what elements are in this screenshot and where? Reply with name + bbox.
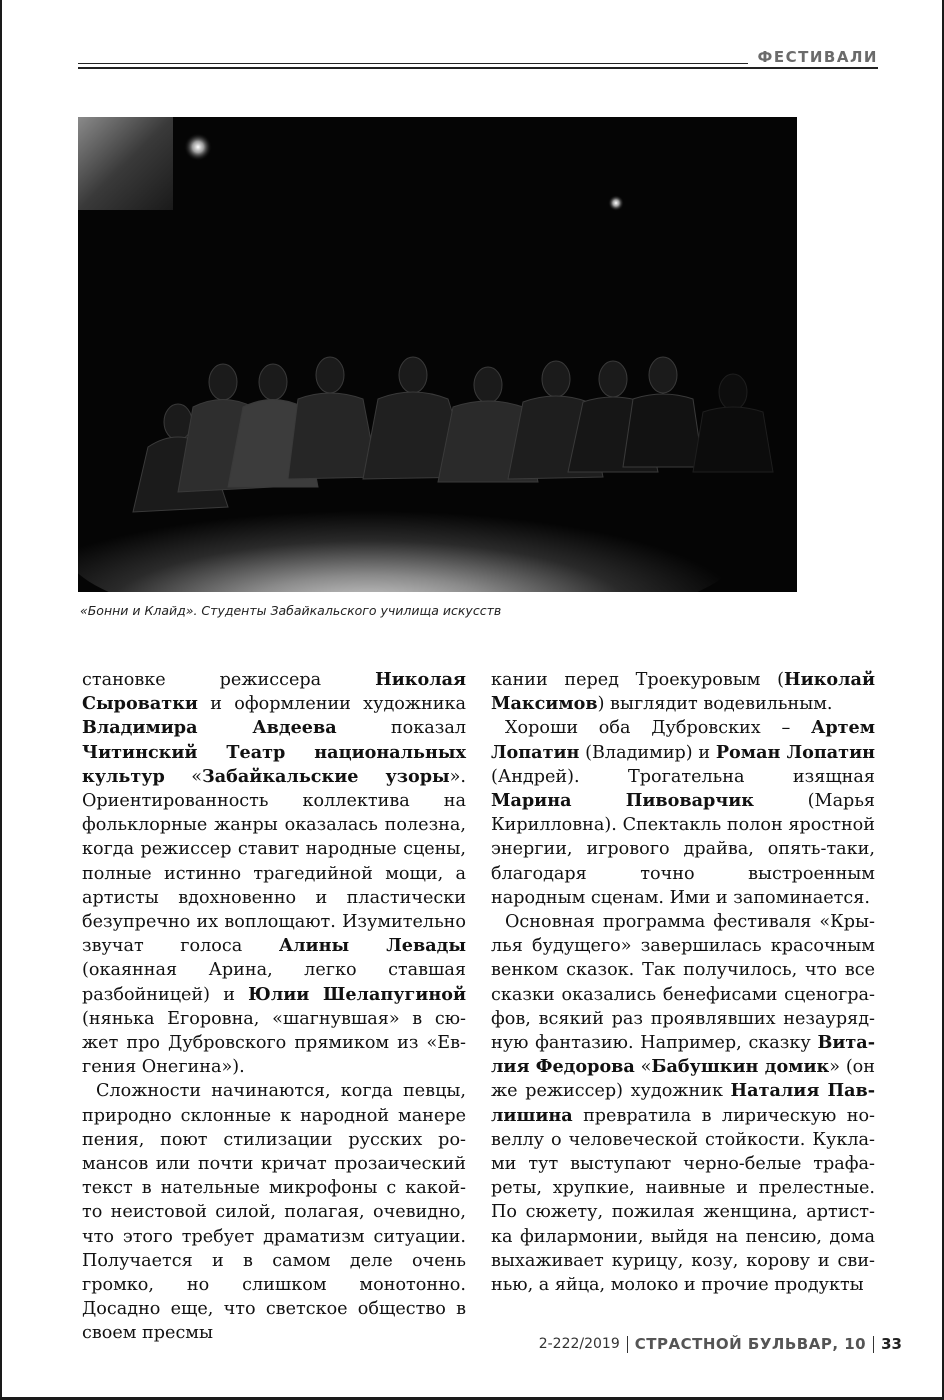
- bold-name: Артем Лопатин: [491, 717, 875, 763]
- bold-name: Читинский Театр национальных культур: [82, 741, 466, 787]
- text-run: ) выглядит водевильным.: [597, 694, 833, 715]
- article-paragraph: [82, 668, 466, 1079]
- text-run: и оформлении художника: [197, 694, 466, 715]
- text-column-right: [491, 668, 875, 1297]
- stage-photo: [78, 117, 797, 592]
- text-run: (Марья Кирилловна). Спектакль полон яростной энергии, игрового драйва, опять-таки, благодаря точно выстроенным народным сценам. Ими и запоминается.: [491, 791, 875, 908]
- text-run: показал: [336, 718, 466, 739]
- photo-caption: «Бонни и Клайд». Студенты Забайкальского училища искусств: [80, 603, 502, 618]
- article-paragraph: [491, 910, 875, 1297]
- bold-name: Юлии Шелапугиной: [248, 983, 466, 1005]
- article-paragraph: [82, 1079, 466, 1345]
- text-run: (Андрей). Трогательна изящная: [491, 766, 875, 787]
- page-frame-left: [0, 0, 2, 1400]
- text-run: кании перед Троекуровым (: [491, 670, 785, 690]
- bold-name: Алины Левады: [278, 935, 466, 957]
- text-run: становке режиссера: [82, 670, 376, 690]
- text-run: превратила в лирическую новеллу о человеческой стойкости. Куклами тут выступают черно-белые трафареты, хрупкие, наивные и прелестные. По сюжету, пожилая женщина, артистка филармонии, выйдя на пенсию, дома выхаживает курицу, козу, корову и свинью, а яйца, молоко и прочие продукты: [491, 1105, 875, 1296]
- text-column-left: [82, 668, 466, 1346]
- text-run: » (он же режиссер) художник: [491, 1057, 875, 1102]
- page-footer: [539, 1335, 902, 1353]
- text-run: Основная программа фестиваля «Крылья будущего» завершилась красочным венком сказок. Так получилось, что все сказки оказались бенефисами сценографов, всякий раз проявлявших незаурядную фантазию. Например, сказку: [491, 912, 875, 1054]
- text-run: ». Ориентированность коллектива на фольклорные жанры оказалась полезна, когда режиссер ставит народные сцены, полные истинно трагедийной мощи, а артисты вдохновенно и пластически безупречно их воплощают. Изумительно звучат голоса: [82, 766, 466, 957]
- footer-divider: [873, 1336, 874, 1353]
- header-rule: [748, 67, 878, 69]
- bold-name: Роман Лопатин: [715, 741, 875, 763]
- text-run: Сложности начинаются, когда певцы, природно склонные к народной манере пения, поют стилизации русских романсов или почти кричат прозаический текст в нательные микрофоны с какой-то неистовой силой, полагая, очевидно, что этого требует драматизм ситуации. Получается и в самом деле очень громко, но слишком монотонно. Досадно еще, что светское общество в своем пресмы: [82, 1081, 466, 1344]
- header-rule: [78, 67, 748, 69]
- text-run: (окаянная Арина, легко ставшая разбойницей) и: [82, 960, 466, 1005]
- issue-number: 2-222/2019: [538, 1336, 620, 1352]
- article-paragraph: [491, 668, 875, 716]
- bold-name: Забайкальские узоры: [202, 765, 450, 787]
- text-run: «: [164, 766, 203, 787]
- bold-name: Виталия Федорова: [491, 1032, 875, 1078]
- bold-name: Бабушкин домик: [651, 1056, 830, 1078]
- magazine-title: СТРАСТНОЙ БУЛЬВАР, 10: [634, 1335, 867, 1353]
- page-header: [78, 46, 878, 72]
- text-run: «: [634, 1057, 652, 1078]
- text-run: (нянька Егоровна, «шагнувшая» в сюжет про Дубровского прямиком из «Евгения Онегина»).: [82, 1008, 466, 1078]
- bold-name: Николай Максимов: [491, 669, 875, 715]
- bold-name: Марина Пивоварчик: [491, 790, 754, 812]
- section-title: ФЕСТИВАЛИ: [757, 48, 878, 66]
- bold-name: Наталия Павлишина: [491, 1080, 875, 1126]
- article-paragraph: [491, 716, 875, 910]
- text-run: (Владимир) и: [579, 742, 716, 763]
- bold-name: Николая Сыроватки: [82, 669, 466, 715]
- text-run: Хороши оба Дубровских –: [505, 718, 811, 739]
- header-rule: [78, 63, 748, 64]
- page-number: 33: [881, 1335, 902, 1353]
- footer-divider: [627, 1336, 628, 1353]
- bold-name: Владимира Авдеева: [82, 717, 337, 739]
